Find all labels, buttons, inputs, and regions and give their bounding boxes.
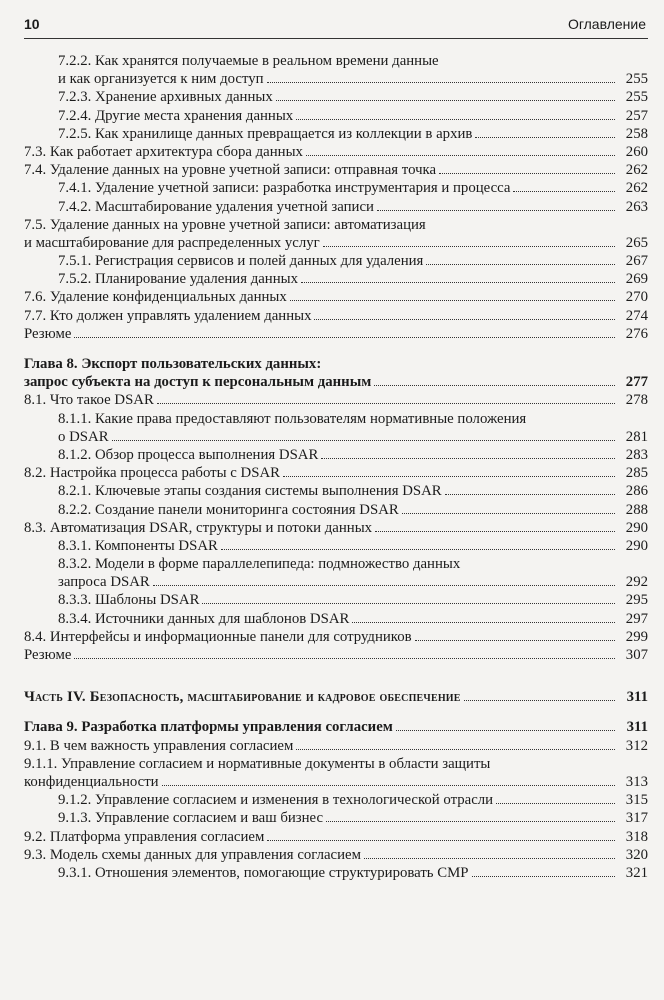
dot-leader [352, 622, 615, 623]
toc-entry-page: 315 [625, 792, 648, 809]
dot-leader [306, 155, 615, 156]
toc-entry-title: 9.1.2. Управление согласием и изменения в технологической отрасли [58, 792, 494, 809]
toc-spacer [24, 664, 648, 676]
toc-entry [24, 755, 648, 773]
toc-entry-page: 260 [625, 143, 648, 160]
toc-entry-title: 7.7. Кто должен управлять удалением данных [24, 307, 312, 324]
toc-entry-title: и масштабирование для распределенных услуг [24, 234, 320, 251]
toc-spacer [24, 706, 648, 718]
toc-entry-page: 269 [625, 271, 648, 288]
dot-leader [402, 513, 615, 514]
toc-entry [24, 737, 648, 755]
toc-spacer [24, 676, 648, 688]
dot-leader [374, 385, 615, 386]
dot-leader [276, 100, 615, 101]
toc-entry [24, 591, 648, 609]
toc-spacer [24, 343, 648, 355]
toc-entry-title: 8.4. Интерфейсы и информационные панели для сотрудников [24, 628, 412, 645]
toc-entry-page: 292 [625, 574, 648, 591]
toc-entry-page: 311 [626, 719, 648, 736]
toc-entry-page: 297 [625, 610, 648, 627]
toc-entry [24, 791, 648, 809]
table-of-contents [24, 52, 648, 882]
toc-entry-page: 318 [625, 828, 648, 845]
toc-entry-page: 255 [625, 89, 648, 106]
dot-leader [267, 840, 615, 841]
toc-entry-page: 299 [625, 628, 648, 645]
toc-entry [24, 125, 648, 143]
toc-entry-title: запрос субъекта на доступ к персональным данным [24, 374, 372, 391]
dot-leader [464, 700, 615, 701]
toc-entry [24, 307, 648, 325]
toc-entry-page: 270 [625, 289, 648, 306]
toc-entry [24, 234, 648, 252]
page-number: 10 [24, 16, 40, 32]
toc-entry-title: 7.4.2. Масштабирование удаления учетной записи [58, 198, 374, 215]
toc-entry-page: 313 [625, 773, 648, 790]
toc-entry [24, 573, 648, 591]
toc-entry-title: 7.2.2. Как хранятся получаемые в реальном времени данные [58, 53, 439, 69]
toc-entry-title: 8.3.3. Шаблоны DSAR [58, 592, 200, 609]
dot-leader [439, 173, 615, 174]
toc-entry-title: 8.2.2. Создание панели мониторинга состояния DSAR [58, 501, 399, 518]
toc-entry-title: 8.3.4. Источники данных для шаблонов DSAR [58, 610, 350, 627]
toc-entry [24, 410, 648, 428]
dot-leader [496, 803, 615, 804]
toc-entry [24, 555, 648, 573]
dot-leader [377, 210, 615, 211]
page-title: Оглавление [567, 16, 646, 32]
toc-entry-page: 285 [625, 465, 648, 482]
dot-leader [74, 658, 615, 659]
toc-entry-title: 7.4.1. Удаление учетной записи: разработка инструментария и процесса [58, 180, 511, 197]
dot-leader [375, 531, 615, 532]
toc-entry-page: 283 [625, 446, 648, 463]
dot-leader [153, 585, 615, 586]
toc-entry-title: Часть IV. Безопасность, масштабирование и кадровое обеспечение [24, 689, 461, 706]
toc-entry-title: 9.3. Модель схемы данных для управления согласием [24, 846, 361, 863]
dot-leader [112, 440, 615, 441]
dot-leader [472, 876, 615, 877]
toc-entry-title: 9.1.1. Управление согласием и нормативные документы в области защиты [24, 755, 491, 772]
dot-leader [426, 264, 615, 265]
dot-leader [202, 603, 615, 604]
toc-entry [24, 161, 648, 179]
toc-entry [24, 482, 648, 500]
toc-entry-title: запроса DSAR [58, 574, 150, 591]
toc-entry-title: 8.2. Настройка процесса работы с DSAR [24, 465, 281, 482]
toc-entry [24, 391, 648, 409]
toc-entry-page: 255 [625, 71, 648, 88]
toc-entry-title: 9.2. Платформа управления согласием [24, 828, 265, 845]
toc-entry [24, 373, 648, 391]
toc-entry [24, 70, 648, 88]
toc-entry [24, 216, 648, 234]
dot-leader [415, 640, 615, 641]
toc-entry-page: 262 [625, 162, 648, 179]
toc-entry-title: 8.1. Что такое DSAR [24, 392, 154, 409]
toc-entry [24, 428, 648, 446]
dot-leader [326, 821, 615, 822]
toc-entry-page: 281 [625, 428, 648, 445]
toc-entry-page: 278 [625, 392, 648, 409]
dot-leader [74, 337, 615, 338]
toc-entry-title: 7.2.4. Другие места хранения данных [58, 107, 294, 124]
toc-entry [24, 501, 648, 519]
toc-entry-page: 262 [625, 180, 648, 197]
toc-entry-title: 7.6. Удаление конфиденциальных данных [24, 289, 287, 306]
toc-entry [24, 537, 648, 555]
toc-entry-title: Глава 8. Экспорт пользовательских данных: [24, 356, 322, 372]
dot-leader [221, 549, 615, 550]
toc-entry-title: 9.1.3. Управление согласием и ваш бизнес [58, 810, 324, 827]
toc-entry-page: 288 [625, 501, 648, 518]
toc-entry-page: 267 [625, 253, 648, 270]
dot-leader [157, 403, 615, 404]
toc-entry-page: 257 [625, 107, 648, 124]
toc-entry-title: 7.5.1. Регистрация сервисов и полей данных для удаления [58, 253, 424, 270]
toc-entry-page: 320 [625, 846, 648, 863]
toc-entry-page: 311 [626, 689, 648, 706]
toc-entry-title: 7.2.3. Хранение архивных данных [58, 89, 273, 106]
toc-entry-title: 8.3.1. Компоненты DSAR [58, 537, 218, 554]
page-header [24, 16, 648, 39]
toc-entry-page: 263 [625, 198, 648, 215]
toc-entry-page: 290 [625, 537, 648, 554]
toc-entry-title: 7.3. Как работает архитектура сбора данных [24, 143, 303, 160]
toc-entry-title: 7.5.2. Планирование удаления данных [58, 271, 298, 288]
toc-entry [24, 519, 648, 537]
toc-entry-title: 8.3.2. Модели в форме параллелепипеда: подмножество данных [58, 556, 461, 573]
dot-leader [323, 246, 615, 247]
toc-entry [24, 355, 648, 373]
toc-entry [24, 809, 648, 827]
toc-entry [24, 864, 648, 882]
toc-entry-page: 317 [625, 810, 648, 827]
toc-entry [24, 610, 648, 628]
toc-entry [24, 846, 648, 864]
toc-entry [24, 52, 648, 70]
dot-leader [396, 730, 615, 731]
toc-entry [24, 628, 648, 646]
toc-entry-title: Резюме [24, 325, 72, 342]
toc-entry-title: 9.1. В чем важность управления согласием [24, 737, 294, 754]
toc-entry-title: 7.5. Удаление данных на уровне учетной записи: автоматизация [24, 216, 426, 233]
dot-leader [314, 319, 615, 320]
toc-entry-title: Глава 9. Разработка платформы управления согласием [24, 719, 393, 736]
toc-entry [24, 446, 648, 464]
dot-leader [301, 282, 615, 283]
toc-entry-title: Резюме [24, 647, 72, 663]
toc-entry-title: 7.4. Удаление данных на уровне учетной записи: отправная точка [24, 162, 437, 179]
toc-entry-page: 265 [625, 234, 648, 251]
toc-entry-page: 277 [625, 374, 648, 391]
toc-entry [24, 252, 648, 270]
toc-entry [24, 107, 648, 125]
toc-entry [24, 828, 648, 846]
toc-entry-title: 8.1.2. Обзор процесса выполнения DSAR [58, 446, 319, 463]
dot-leader [267, 82, 615, 83]
toc-entry [24, 325, 648, 343]
toc-entry [24, 179, 648, 197]
toc-entry [24, 198, 648, 216]
toc-entry [24, 270, 648, 288]
toc-entry [24, 688, 648, 706]
toc-entry [24, 773, 648, 791]
toc-entry [24, 646, 648, 664]
dot-leader [290, 300, 615, 301]
toc-entry-page: 321 [625, 864, 648, 881]
toc-entry [24, 288, 648, 306]
dot-leader [296, 749, 615, 750]
toc-entry-page: 295 [625, 592, 648, 609]
dot-leader [283, 476, 615, 477]
dot-leader [364, 858, 615, 859]
toc-entry-title: 7.2.5. Как хранилище данных превращается из коллекции в архив [58, 125, 473, 142]
dot-leader [445, 494, 615, 495]
dot-leader [321, 458, 615, 459]
dot-leader [513, 191, 615, 192]
toc-entry [24, 143, 648, 161]
toc-entry-page: 286 [625, 483, 648, 500]
toc-entry-page: 258 [625, 125, 648, 142]
dot-leader [296, 119, 615, 120]
toc-entry-title: 9.3.1. Отношения элементов, помогающие структурировать CMP [58, 864, 469, 881]
toc-entry-title: и как организуется к ним доступ [58, 71, 264, 88]
toc-entry [24, 718, 648, 736]
dot-leader [475, 137, 615, 138]
toc-entry-page: 307 [625, 647, 648, 663]
toc-entry [24, 464, 648, 482]
dot-leader [162, 785, 615, 786]
toc-entry-page: 290 [625, 519, 648, 536]
toc-entry-title: конфиденциальности [24, 773, 159, 790]
toc-entry-title: 8.2.1. Ключевые этапы создания системы выполнения DSAR [58, 483, 442, 500]
toc-entry-title: 8.1.1. Какие права предоставляют пользователям нормативные положения [58, 410, 527, 427]
toc-entry-title: о DSAR [58, 428, 109, 445]
toc-entry-title: 8.3. Автоматизация DSAR, структуры и потоки данных [24, 519, 373, 536]
toc-entry [24, 88, 648, 106]
toc-entry-page: 312 [625, 737, 648, 754]
toc-entry-page: 274 [625, 307, 648, 324]
toc-entry-page: 276 [625, 325, 648, 342]
